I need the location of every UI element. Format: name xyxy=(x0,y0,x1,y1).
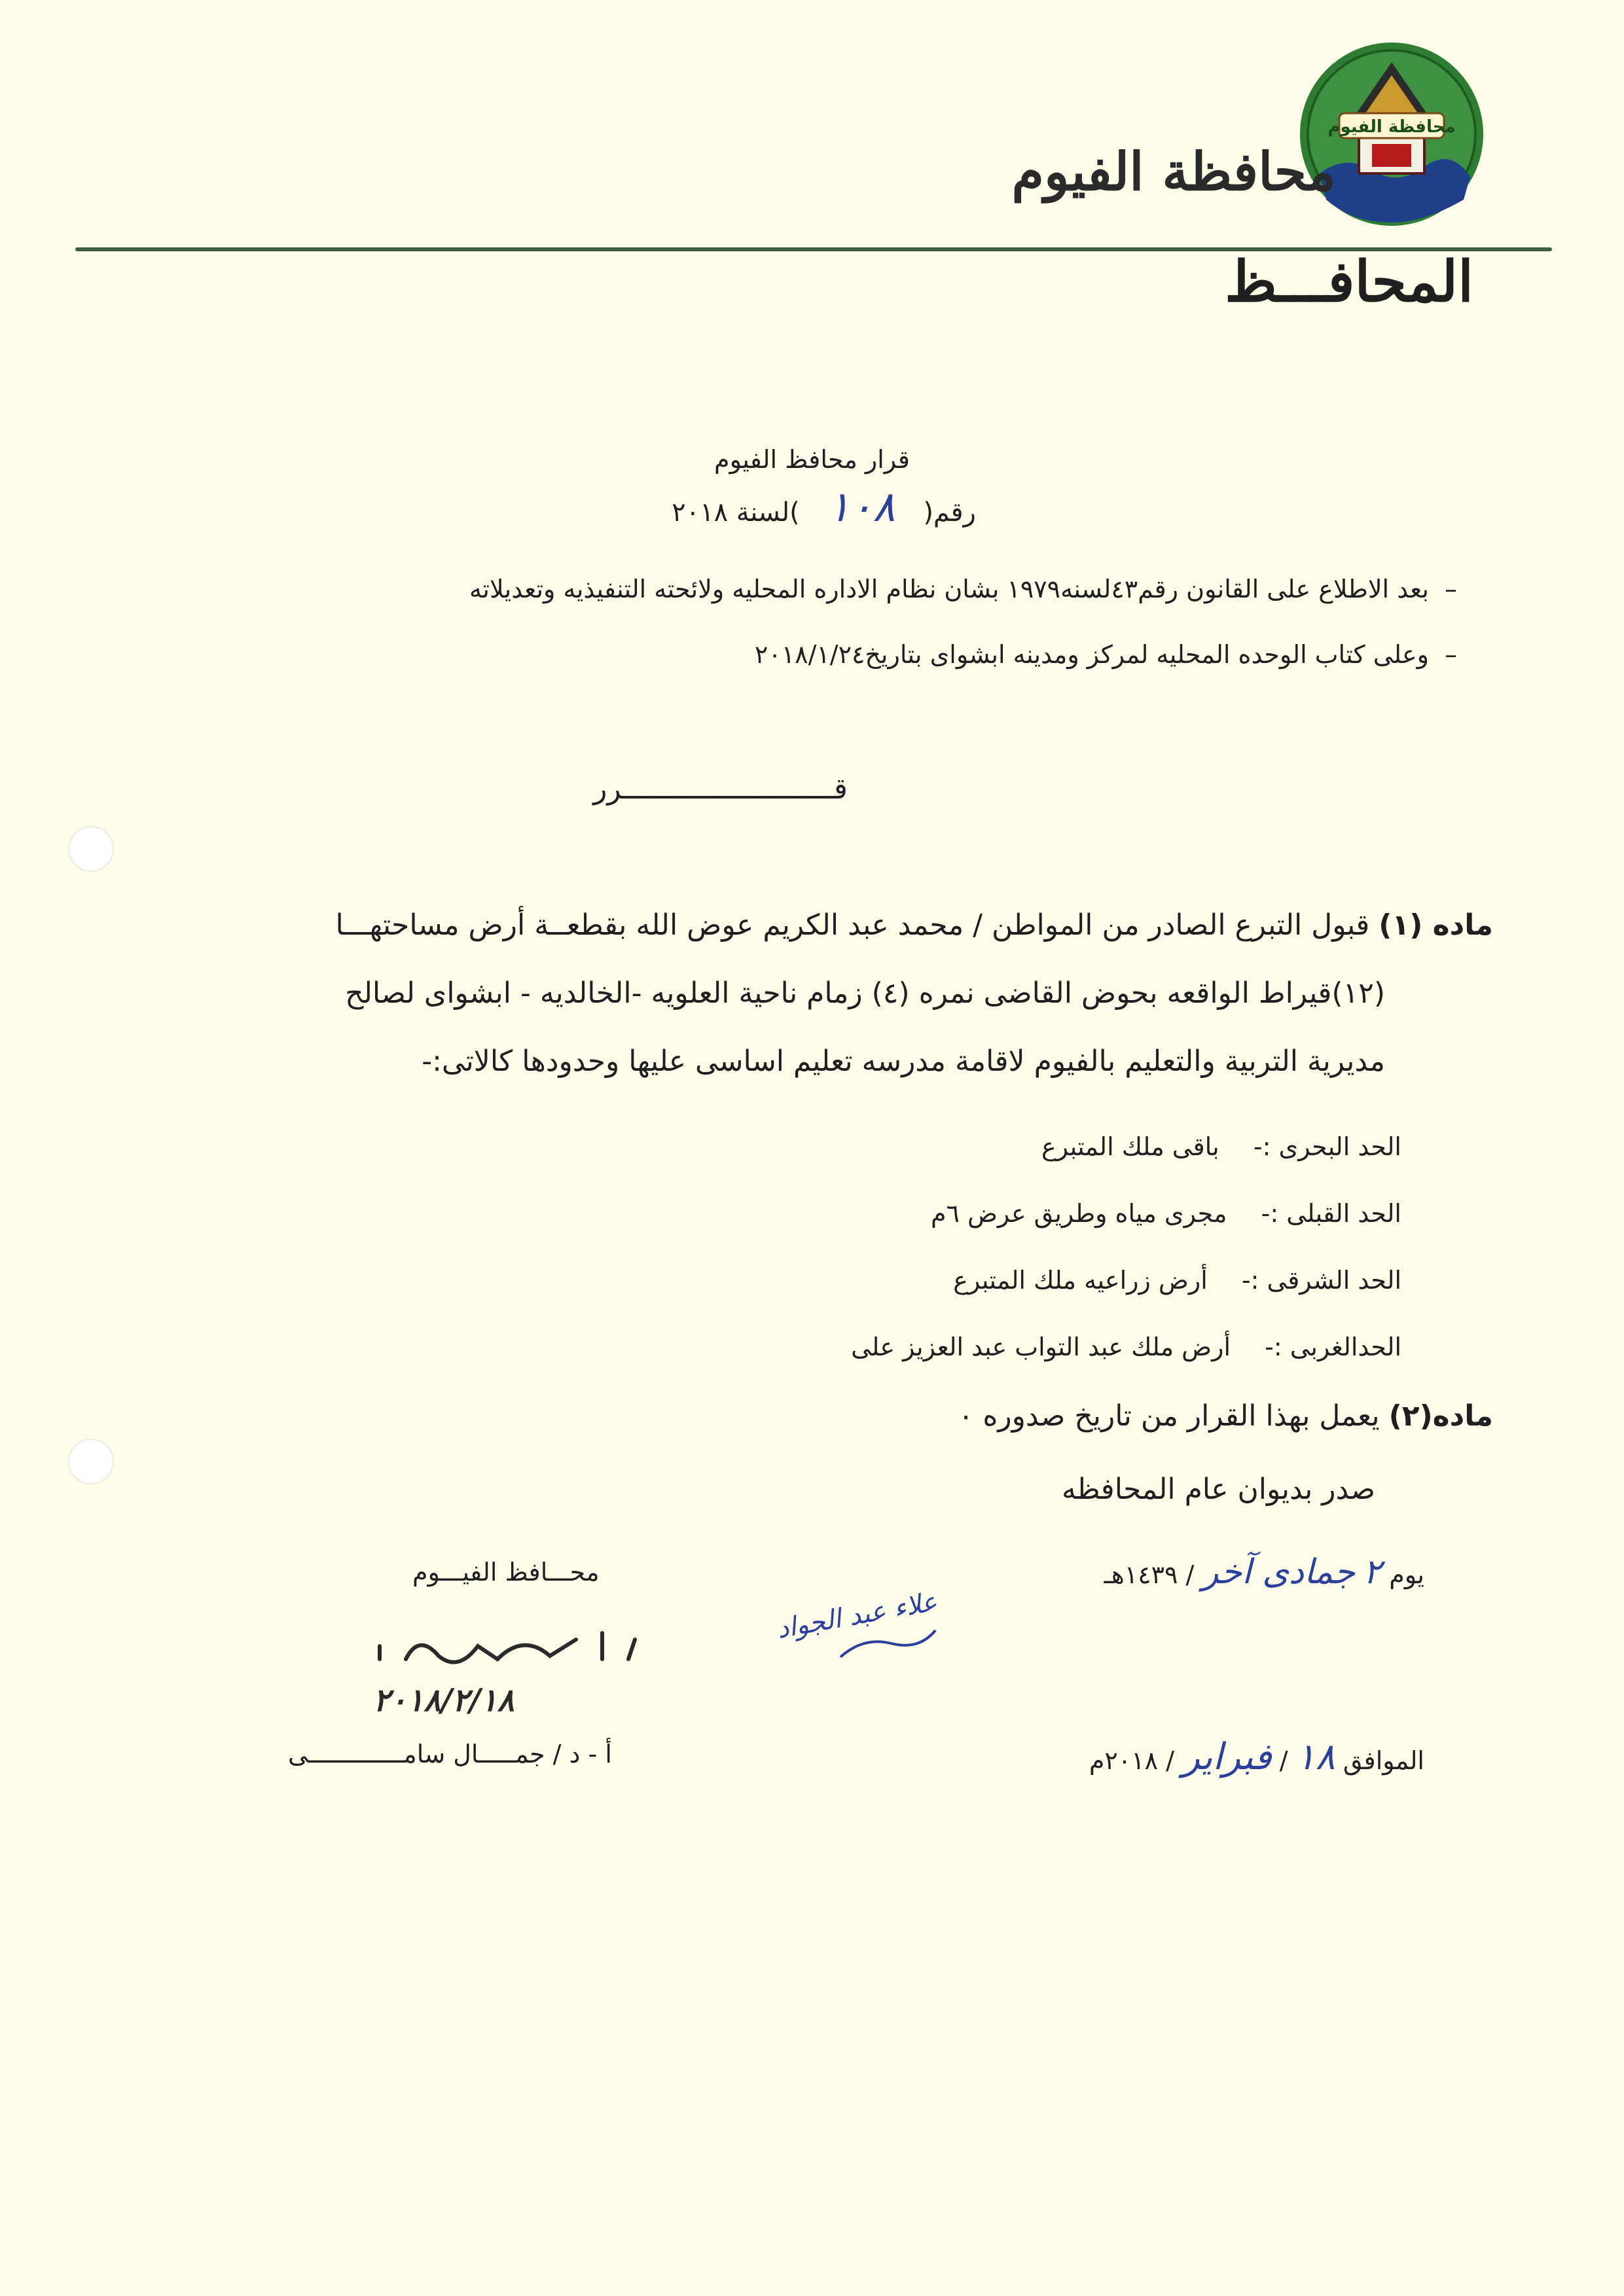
governor-signature-icon xyxy=(367,1620,655,1679)
signatory-name: أ - د / جمـــــال سامـــــــــــــى xyxy=(288,1740,612,1768)
boundary-west xyxy=(851,1333,1401,1361)
decision-number: ١٠٨ xyxy=(827,483,895,531)
boundary-east-value: أرض زراعيه ملك المتبرع xyxy=(953,1266,1208,1295)
office-title: المحافـــظ xyxy=(1225,249,1473,315)
article-2-text: يعمل بهذا القرار من تاريخ صدوره ٠ xyxy=(958,1399,1380,1433)
punch-hole-bottom xyxy=(68,1439,114,1484)
hijri-month: جمادى آخر xyxy=(1202,1552,1356,1592)
gregorian-month: فبراير xyxy=(1182,1736,1272,1778)
gregorian-day: ١٨ xyxy=(1295,1736,1335,1778)
article-1-line-3: مديرية التربية والتعليم بالفيوم لاقامة مدرسه تعليم اساسى عليها وحدودها كالاتى:- xyxy=(422,1045,1385,1078)
gregorian-prefix: الموافق xyxy=(1343,1746,1424,1775)
decision-number-suffix: )لسنة ٢٠١٨ xyxy=(672,497,800,528)
decision-title: قرار محافظ الفيوم xyxy=(714,445,910,474)
initials-text: علاء عبد الجواد xyxy=(774,1587,940,1645)
governorate-name: محافظة الفيوم xyxy=(1011,141,1336,202)
boundary-north-label: الحد البحرى :- xyxy=(1253,1132,1401,1161)
article-1-label: ماده (١) xyxy=(1379,908,1493,942)
boundary-south-value: مجرى مياه وطريق عرض ٦م xyxy=(930,1199,1227,1228)
hijri-prefix: يوم xyxy=(1389,1560,1424,1589)
seal-text: محافظة الفيوم xyxy=(1327,117,1456,137)
boundary-west-value: أرض ملك عبد التواب عبد العزيز على xyxy=(851,1333,1231,1361)
preamble-text-1: بعد الاطلاع على القانون رقم٤٣لسنه١٩٧٩ بشان نظام الاداره المحليه ولائحته التنفيذيه وتعديلاته xyxy=(469,575,1429,603)
punch-hole-top xyxy=(68,826,114,872)
article-1-line-2: (١٢)قيراط الواقعه بحوض القاضى نمره (٤) زمام ناحية العلويه -الخالديه - ابشواى لصالح xyxy=(345,977,1385,1010)
decides-heading: قـــــــــــــــــــــــــرر xyxy=(593,772,848,806)
preamble-text-2: وعلى كتاب الوحده المحليه لمركز ومدينه ابشواى بتاريخ٢٠١٨/١/٢٤ xyxy=(754,640,1429,669)
hijri-date xyxy=(1104,1552,1424,1592)
article-1-text-1: قبول التبرع الصادر من المواطن / محمد عبد الكريم عوض الله بقطعــة أرض مساحتهـــا xyxy=(335,908,1370,942)
gregorian-date: الموافق ١٨ / فبراير / ٢٠١٨م xyxy=(1089,1736,1424,1778)
hijri-year: / ١٤٣٩هـ xyxy=(1104,1560,1195,1589)
decision-number-line xyxy=(672,483,976,531)
boundary-east-label: الحد الشرقى :- xyxy=(1241,1266,1401,1295)
boundary-south-label: الحد القبلى :- xyxy=(1261,1199,1401,1228)
boundary-north-value: باقى ملك المتبرع xyxy=(1041,1132,1219,1161)
article-2-label: ماده(٢) xyxy=(1388,1399,1493,1433)
article-1-line-1 xyxy=(336,908,1494,942)
boundary-west-label: الحدالغربى :- xyxy=(1265,1333,1401,1361)
decision-number-prefix: رقم( xyxy=(923,497,976,528)
signatory-handwritten-date: ٢٠١٨/٢/١٨ xyxy=(373,1682,514,1719)
governorate-seal-icon xyxy=(1293,36,1490,232)
gregorian-year: / ٢٠١٨م xyxy=(1089,1746,1174,1775)
preamble-item-1: –بعد الاطلاع على القانون رقم٤٣لسنه١٩٧٩ بشان نظام الاداره المحليه ولائحته التنفيذيه وتعديلاته xyxy=(469,575,1457,603)
initials-signature xyxy=(774,1587,945,1679)
boundary-south xyxy=(931,1199,1401,1228)
hijri-day: ٢ xyxy=(1363,1552,1382,1592)
boundary-north xyxy=(1041,1132,1401,1161)
preamble-item-2: –وعلى كتاب الوحده المحليه لمركز ومدينه ابشواى بتاريخ٢٠١٨/١/٢٤ xyxy=(754,640,1457,669)
boundary-east xyxy=(953,1266,1401,1295)
issued-at: صدر بديوان عام المحافظه xyxy=(1061,1473,1375,1506)
signatory-title: محـــافظ الفيـــوم xyxy=(412,1558,600,1587)
article-2 xyxy=(958,1399,1493,1433)
